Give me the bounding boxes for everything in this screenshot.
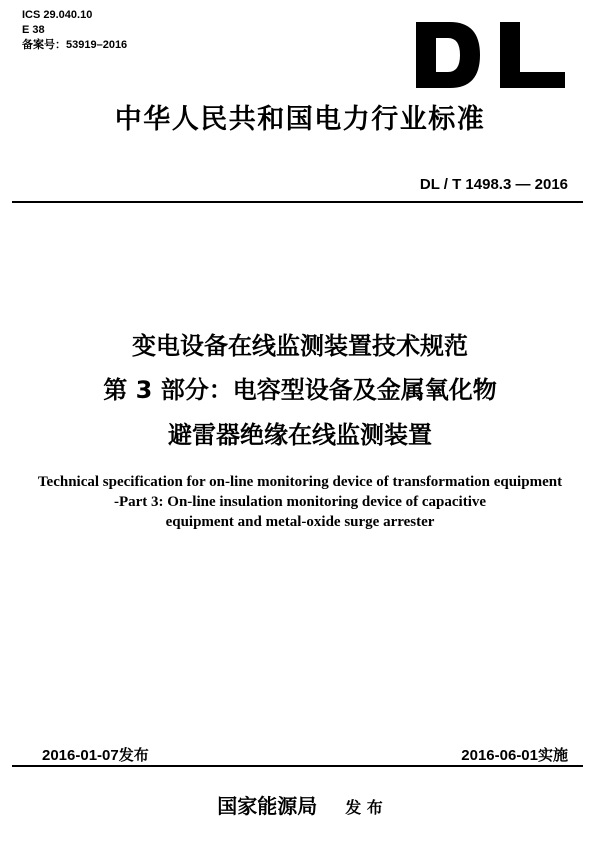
- english-title-line-3: equipment and metal-oxide surge arrester: [165, 514, 435, 530]
- standard-category-title: 中华人民共和国电力行业标准: [114, 104, 486, 135]
- chinese-title-line-3: 避雷器绝缘在线监测装置: [168, 421, 432, 449]
- implementation-date: 2016-06-01实施: [461, 747, 568, 764]
- issue-date: 2016-01-07发布: [42, 747, 149, 764]
- english-title-line-2: -Part 3: On-line insulation monitoring device of capacitive: [113, 494, 487, 510]
- issuer-action: 发 布: [345, 798, 383, 817]
- english-title: [0, 472, 600, 532]
- ics-code: ICS 29.040.10: [22, 9, 93, 21]
- standard-number: DL / T 1498.3 — 2016: [419, 176, 568, 193]
- issuer-name: 国家能源局: [217, 794, 318, 818]
- dl-logo: [410, 20, 570, 90]
- class-code: E 38: [22, 24, 45, 36]
- issuing-authority: [0, 790, 600, 819]
- bottom-divider: [12, 765, 583, 767]
- english-title-line-1: Technical specification for on-line monitoring device of transformation equipment: [37, 474, 563, 490]
- chinese-title-line-2: 第 3 部分：电容型设备及金属氧化物: [103, 376, 497, 404]
- record-number: 备案号：53919–2016: [22, 39, 128, 51]
- top-divider: [12, 201, 583, 203]
- classification-block: [22, 8, 127, 53]
- chinese-title-line-1: 变电设备在线监测装置技术规范: [132, 332, 468, 360]
